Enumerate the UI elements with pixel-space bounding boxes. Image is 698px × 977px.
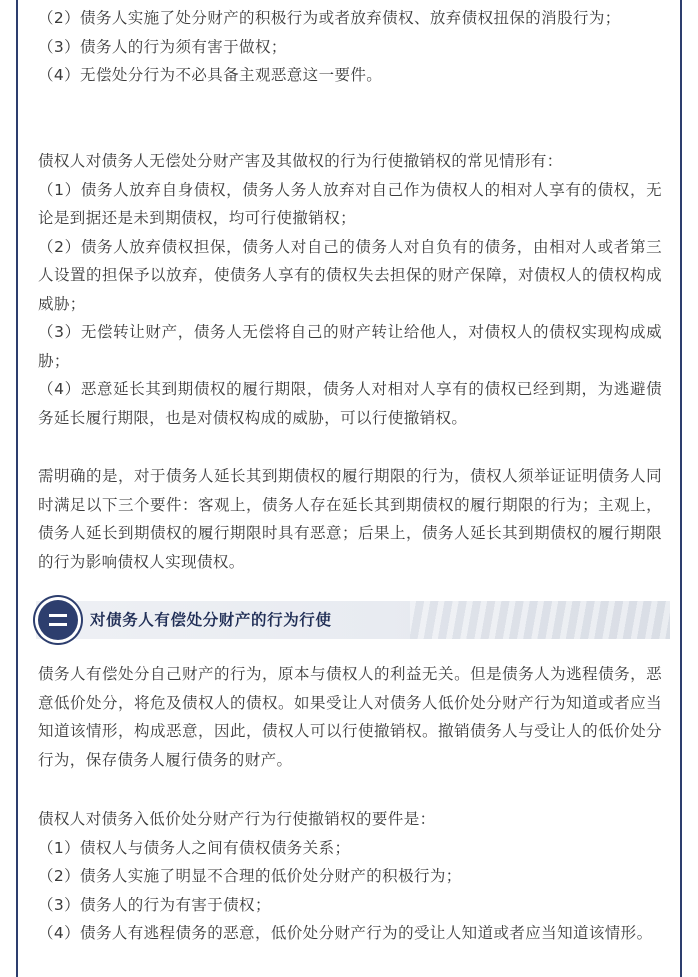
paragraph-block-clarification <box>38 462 662 576</box>
paragraph-block-requirements-free-disposal <box>38 4 662 90</box>
paragraph-block-paid-disposal <box>38 660 662 774</box>
list-item: （4）债务人有逃程债务的恶意，低价处分财产行为的受让人知道或者应当知道该情形。 <box>38 924 653 942</box>
list-item: （3）债务人的行为有害于债权； <box>38 895 271 914</box>
section-header-decoration <box>410 601 670 639</box>
list-item: （2）债务人放弃债权担保，债务人对自己的债务人对自负有的债务，由相对人或者第三人设置的担保予以放弃，使债务人享有的债权失去担保的财产保障，对债权人的债权构成威胁； <box>38 237 662 313</box>
paragraph-block-paid-disposal-requirements <box>38 805 662 948</box>
left-border-line <box>16 0 18 977</box>
section-title: 对债务人有偿处分财产的行为行使 <box>90 611 332 629</box>
paragraph-intro: 债权人对债务人无偿处分财产害及其做权的行为行使撤销权的常见情形有： <box>38 152 563 170</box>
paragraph-intro: 债权人对债务入低价处分财产行为行使撤销权的要件是： <box>38 810 436 828</box>
list-item: （2）债务人实施了明显不合理的低价处分财产的积极行为； <box>38 867 462 885</box>
paragraph-text: 债务人有偿处分自己财产的行为，原本与债权人的利益无关。但是债务人为逃程债务，恶意低价处分，将危及债权人的债权。如果受让人对债务人低价处分财产行为知道或者应当知道该情形，构成恶意，因此，债权人可以行使撤销权。撤销债务人与受让人的低价处分行为，保存债务人履行债务的财产。 <box>38 665 662 769</box>
list-item: （4）恶意延长其到期债权的履行期限，债务人对相对人享有的债权已经到期，为逃避债务延长履行期限，也是对债权构成的威胁，可以行使撤销权。 <box>38 380 662 427</box>
paragraph-block-common-cases <box>38 147 662 432</box>
list-item: （3）无偿转让财产，债务人无偿将自己的财产转让给他人，对债权人的债权实现构成威胁； <box>38 323 662 370</box>
paragraph-text: 需明确的是，对于债务人延长其到期债权的履行期限的行为，债权人须举证证明债务人同时满足以下三个要件：客观上，债务人存在延长其到期债权的履行期限的行为；主观上，债务人延长到期债权的履行期限时具有恶意；后果上，债务人延长其到期债权的履行期限的行为影响债权人实现债权。 <box>38 467 662 571</box>
right-border-line <box>680 0 682 977</box>
list-item: （3）债务人的行为须有害于做权； <box>38 37 287 56</box>
list-item: （2）债务人实施了处分财产的积极行为或者放弃债权、放弃债权扭保的消股行为； <box>38 9 621 27</box>
list-item: （1）债务人放弃自身债权，债务人务人放弃对自己作为债权人的相对人享有的债权，无论是到据还是未到期债权，均可行使撤销权； <box>38 180 662 227</box>
list-item: （1）债权人与债务人之间有债权债务关系； <box>38 838 351 857</box>
list-item: （4）无偿处分行为不必具备主观恶意这一要件。 <box>38 66 383 84</box>
chinese-numeral-two-icon <box>38 600 78 640</box>
